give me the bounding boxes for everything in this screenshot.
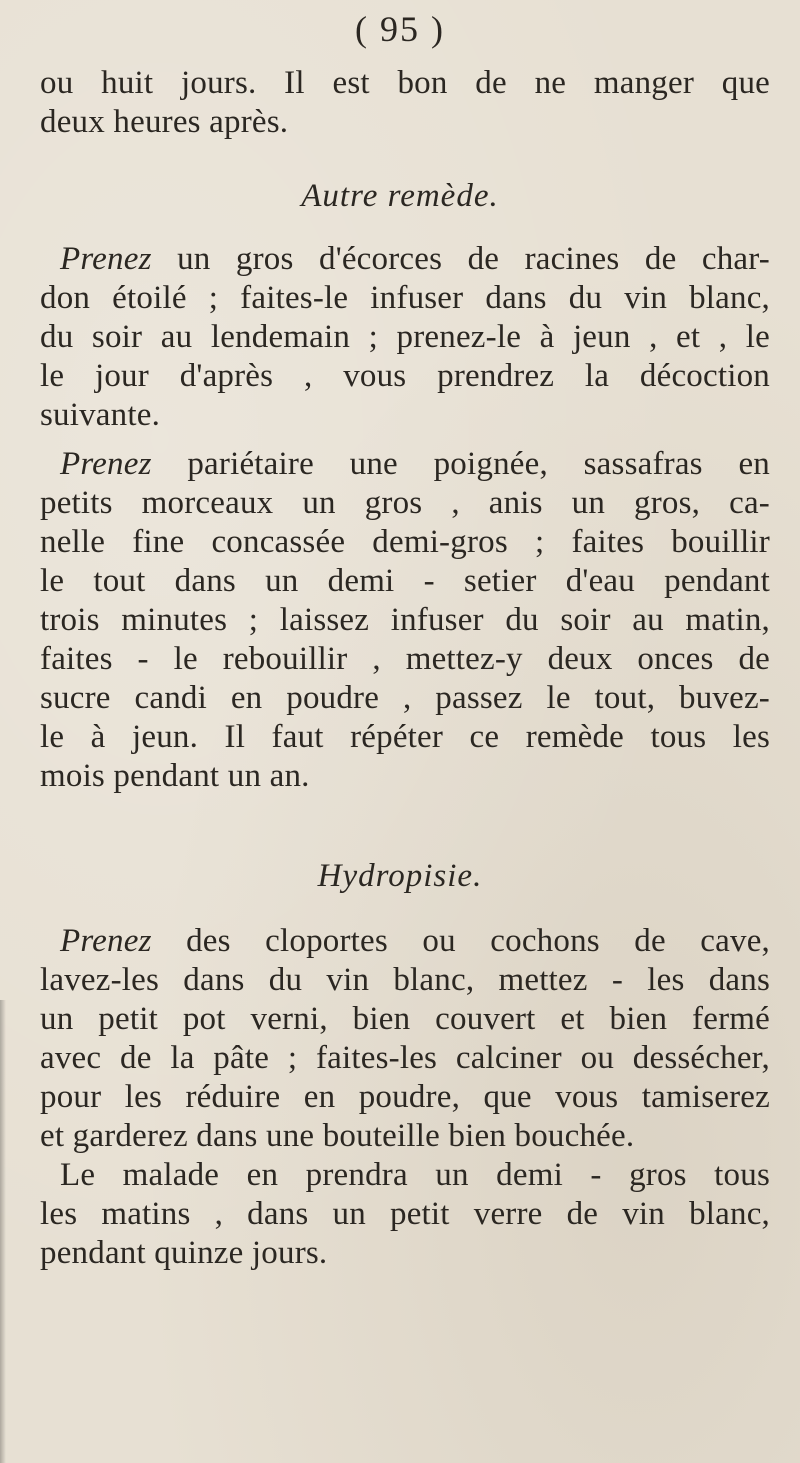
text-line: deux heures après. [40,104,289,140]
text-line: avec de la pâte ; faites-les calciner ou dessécher, [40,1040,770,1076]
line-rest: un gros d'écorces de racines de char- [151,241,770,277]
continuation-paragraph [40,64,770,142]
line-rest: des cloportes ou cochons de cave, [151,923,770,959]
lead-word: Prenez [60,923,152,959]
text-line: ou huit jours. Il est bon de ne manger que [40,65,770,101]
text-line: don étoilé ; faites-le infuser dans du vin blanc, [40,280,770,316]
lead-word: Prenez [60,446,152,482]
text-line: le à jeun. Il faut répéter ce remède tous les [40,719,770,755]
text-line [40,240,770,279]
paragraph-autre-2 [40,445,770,796]
section-heading-autre-remede: Autre remède. [301,178,499,214]
text-line: les matins , dans un petit verre de vin blanc, [40,1196,770,1232]
paragraph-autre-1 [40,240,770,435]
text-line: le jour d'après , vous prendrez la décoction [40,358,770,394]
text-line: sucre candi en poudre , passez le tout, buvez- [40,680,770,716]
text-line: lavez-les dans du vin blanc, mettez - les dans [40,962,770,998]
text-line: pendant quinze jours. [40,1235,328,1271]
text-line [40,445,770,484]
text-line: et garderez dans une bouteille bien bouchée. [40,1118,635,1154]
lead-word: Prenez [60,241,152,277]
paragraph-hydropisie-1 [40,922,770,1156]
text-line: un petit pot verni, bien couvert et bien fermé [40,1001,770,1037]
text-line [40,922,770,961]
section-heading-hydropisie: Hydropisie. [317,858,483,894]
text-line: mois pendant un an. [40,758,310,794]
paragraph-hydropisie-2 [40,1156,770,1273]
text-line: trois minutes ; laissez infuser du soir au matin, [40,602,770,638]
page-number: ( 95 ) [355,9,445,49]
text-line: faites - le rebouillir , mettez-y deux onces de [40,641,770,677]
text-line: suivante. [40,397,161,433]
line-rest: pariétaire une poignée, sassafras en [151,446,770,482]
text-line: Le malade en prendra un demi - gros tous [60,1157,770,1193]
text-line: le tout dans un demi - setier d'eau pendant [40,563,770,599]
text-line: petits morceaux un gros , anis un gros, ca- [40,485,770,521]
text-line: pour les réduire en poudre, que vous tamiserez [40,1079,770,1115]
text-line: du soir au lendemain ; prenez-le à jeun , et , le [40,319,770,355]
page-edge-shadow [0,1000,6,1463]
text-line: nelle fine concassée demi-gros ; faites bouillir [40,524,770,560]
